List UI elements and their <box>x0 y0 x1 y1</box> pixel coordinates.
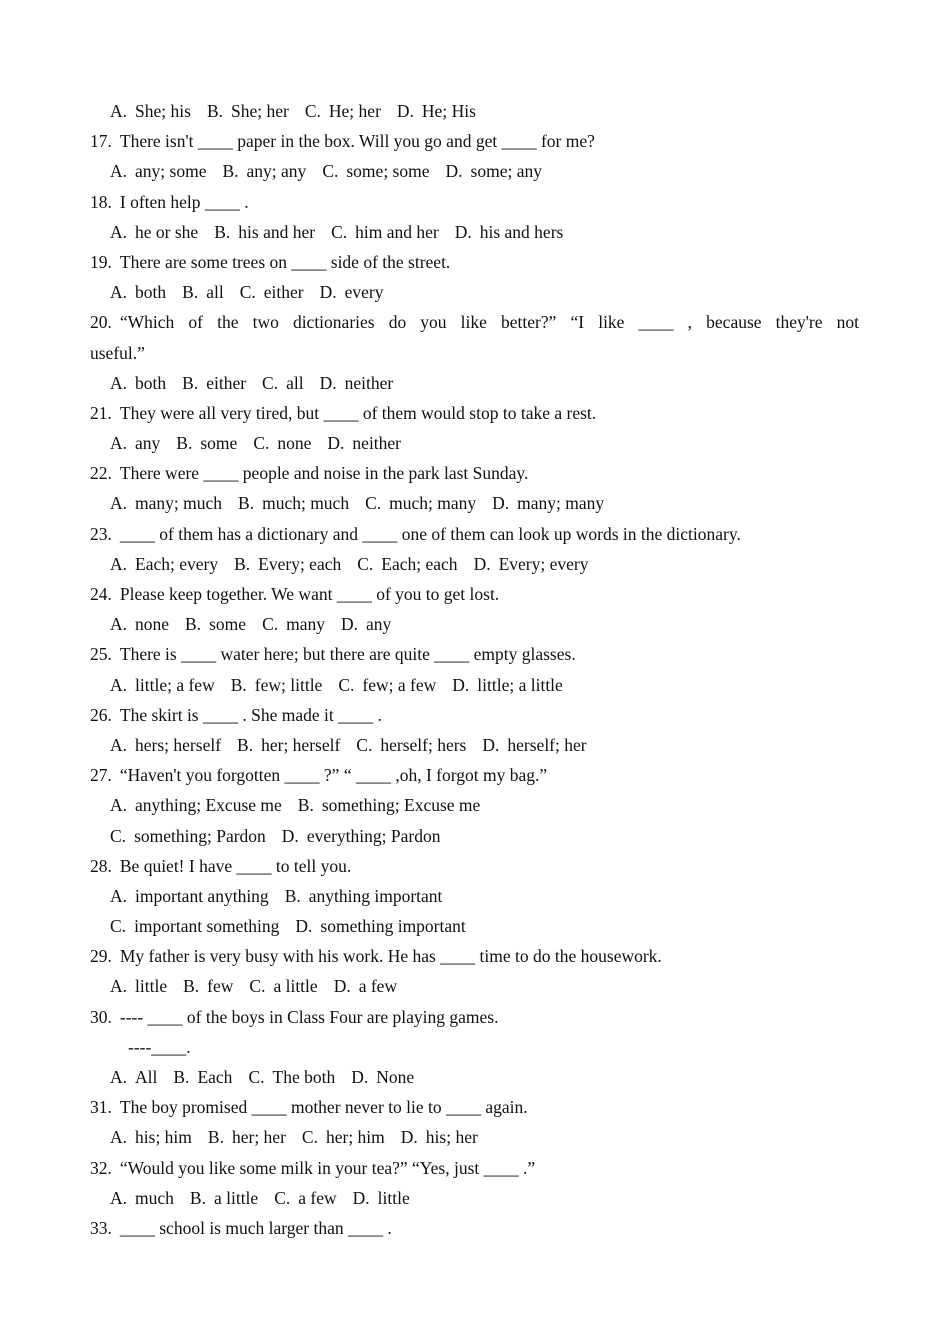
question-line <box>0 1092 950 1122</box>
answer-option <box>214 217 315 247</box>
question-number: 19. <box>90 251 112 272</box>
option-text: herself; hers <box>380 734 467 755</box>
option-letter: B. <box>238 493 255 514</box>
option-text: many; much <box>135 493 223 514</box>
answer-option <box>110 368 166 398</box>
option-letter: C. <box>331 221 348 242</box>
option-text: She; her <box>231 101 289 121</box>
option-letter: C. <box>357 553 374 574</box>
option-letter: D. <box>352 1187 370 1208</box>
answer-option <box>322 156 429 186</box>
answer-option <box>253 428 311 458</box>
option-letter: B. <box>297 795 314 816</box>
option-letter: A. <box>110 161 128 182</box>
option-letter: B. <box>182 372 199 393</box>
options-row <box>0 911 950 941</box>
question-line <box>0 458 950 488</box>
options-row <box>0 821 950 851</box>
option-letter: C. <box>365 493 382 514</box>
option-text: both <box>135 372 167 393</box>
answer-option <box>110 821 266 851</box>
question-line <box>0 1002 950 1032</box>
option-text: much; many <box>389 493 477 514</box>
options-row <box>0 1183 950 1213</box>
option-letter: C. <box>248 1067 265 1087</box>
option-letter: A. <box>110 433 128 454</box>
answer-option <box>110 1122 192 1152</box>
answer-option <box>110 96 191 126</box>
option-text: any <box>135 433 161 454</box>
option-text: either <box>263 282 304 303</box>
option-text: All <box>135 1067 158 1087</box>
option-letter: D. <box>351 1067 369 1087</box>
option-text: all <box>206 282 224 303</box>
answer-option <box>401 1122 478 1152</box>
worksheet-page <box>0 96 950 1243</box>
answer-option <box>334 971 397 1001</box>
answer-option <box>110 609 169 639</box>
question-text: There were ____ people and noise in the park last Sunday. <box>119 463 529 484</box>
question-number: 26. <box>90 704 112 725</box>
option-letter: D. <box>400 1127 418 1148</box>
answer-option <box>262 609 325 639</box>
answer-option <box>183 971 233 1001</box>
question-line <box>0 639 950 669</box>
option-text: She; his <box>135 101 191 121</box>
options-row <box>0 277 950 307</box>
options-row <box>0 730 950 760</box>
answer-option <box>222 156 306 186</box>
option-letter: B. <box>173 1067 190 1087</box>
question-text: Be quiet! I have ____ to tell you. <box>119 855 352 876</box>
answer-option <box>110 1183 174 1213</box>
option-letter: C. <box>110 825 127 846</box>
option-letter: A. <box>110 674 128 695</box>
option-letter: B. <box>189 1187 206 1208</box>
question-number: 22. <box>90 463 112 484</box>
answer-option <box>482 730 586 760</box>
question-number: 20. <box>90 312 112 333</box>
answer-option <box>207 96 289 126</box>
question-text: The skirt is ____ . She made it ____ . <box>119 704 382 725</box>
answer-option <box>110 790 282 820</box>
option-text: None <box>376 1067 415 1087</box>
answer-option <box>185 609 246 639</box>
option-letter: B. <box>183 976 200 997</box>
option-text: all <box>286 372 304 393</box>
options-row <box>0 1122 950 1152</box>
option-text: little; a little <box>477 674 563 695</box>
option-letter: B. <box>284 885 301 906</box>
option-letter: A. <box>110 614 128 635</box>
option-letter: D. <box>333 976 351 997</box>
option-letter: B. <box>185 614 202 635</box>
option-letter: A. <box>110 221 128 242</box>
question-text: My father is very busy with his work. He has ____ time to do the housework. <box>119 946 662 967</box>
options-row <box>0 217 950 247</box>
option-text: everything; Pardon <box>306 825 441 846</box>
option-letter: A. <box>110 1067 128 1087</box>
option-text: anything; Excuse me <box>135 795 282 816</box>
option-text: little <box>135 976 168 997</box>
question-text: ____ of them has a dictionary and ____ one of them can look up words in the dictionary. <box>119 523 741 544</box>
option-text: important anything <box>135 885 269 906</box>
option-text: some <box>200 433 238 454</box>
answer-option <box>110 428 160 458</box>
option-letter: D. <box>396 101 414 121</box>
answer-option <box>320 277 384 307</box>
question-number: 27. <box>90 765 112 786</box>
options-row <box>0 428 950 458</box>
answer-option <box>365 488 476 518</box>
option-letter: C. <box>249 976 266 997</box>
option-letter: D. <box>341 614 359 635</box>
option-letter: A. <box>110 734 128 755</box>
question-text: ____ school is much larger than ____ . <box>119 1217 392 1238</box>
option-text: much; much <box>262 493 350 514</box>
option-text: a little <box>273 976 318 997</box>
option-text: The both <box>272 1067 336 1087</box>
option-letter: A. <box>110 795 128 816</box>
answer-option <box>110 488 222 518</box>
option-text: a little <box>213 1187 259 1208</box>
answer-option <box>110 670 215 700</box>
question-number: 25. <box>90 644 112 665</box>
options-row <box>0 488 950 518</box>
option-text: a few <box>358 976 398 997</box>
option-letter: D. <box>473 553 491 574</box>
answer-option <box>110 730 221 760</box>
answer-option <box>240 277 304 307</box>
option-text: neither <box>352 433 402 454</box>
answer-option <box>262 368 304 398</box>
answer-option <box>357 549 457 579</box>
answer-option <box>182 277 224 307</box>
answer-option <box>249 971 317 1001</box>
option-text: few; a few <box>362 674 437 695</box>
question-number: 30. <box>90 1006 112 1027</box>
answer-option <box>110 217 198 247</box>
option-letter: C. <box>110 916 127 937</box>
option-text: his; her <box>425 1127 478 1148</box>
question-number: 33. <box>90 1217 112 1238</box>
question-text: The boy promised ____ mother never to lie to ____ again. <box>119 1097 528 1118</box>
options-row <box>0 1062 950 1092</box>
option-letter: C. <box>301 1127 318 1148</box>
option-text: Each <box>197 1067 233 1087</box>
option-text: herself; her <box>507 734 587 755</box>
answer-option <box>327 428 401 458</box>
option-text: none <box>135 614 170 635</box>
question-line <box>0 307 950 337</box>
question-text: I often help ____ . <box>119 191 249 212</box>
question-text-wrap: useful.” <box>90 342 145 363</box>
option-text: much <box>135 1187 174 1208</box>
question-line <box>0 126 950 156</box>
options-row <box>0 156 950 186</box>
option-letter: A. <box>110 101 128 121</box>
answer-option <box>110 549 218 579</box>
option-text: him and her <box>355 221 439 242</box>
options-row <box>0 881 950 911</box>
option-letter: C. <box>274 1187 291 1208</box>
answer-option <box>305 96 381 126</box>
option-letter: B. <box>182 282 199 303</box>
option-text: many; many <box>517 493 605 514</box>
option-text: any; any <box>246 161 307 182</box>
option-letter: A. <box>110 493 128 514</box>
answer-option <box>356 730 466 760</box>
option-letter: B. <box>214 221 231 242</box>
option-letter: D. <box>319 282 337 303</box>
options-row <box>0 790 950 820</box>
answer-option <box>331 217 439 247</box>
question-number: 21. <box>90 402 112 423</box>
option-letter: B. <box>234 553 251 574</box>
option-letter: B. <box>206 101 223 121</box>
question-number: 17. <box>90 131 112 152</box>
option-letter: A. <box>110 372 128 393</box>
option-text: He; His <box>421 101 476 121</box>
option-letter: B. <box>230 674 247 695</box>
option-text: his and her <box>238 221 316 242</box>
question-text: There is ____ water here; but there are quite ____ empty glasses. <box>119 644 576 665</box>
option-text: her; him <box>325 1127 385 1148</box>
answer-option <box>248 1062 335 1092</box>
question-number: 23. <box>90 523 112 544</box>
option-text: either <box>206 372 247 393</box>
answer-option <box>176 428 237 458</box>
option-text: her; her <box>231 1127 286 1148</box>
question-text: “Haven't you forgotten ____ ?” “ ____ ,oh, I forgot my bag.” <box>119 765 548 786</box>
option-text: Each; every <box>135 553 219 574</box>
option-letter: D. <box>295 916 313 937</box>
option-letter: B. <box>207 1127 224 1148</box>
answer-option <box>238 488 349 518</box>
option-text: his and hers <box>479 221 564 242</box>
option-letter: D. <box>327 433 345 454</box>
question-line <box>0 1153 950 1183</box>
option-letter: D. <box>445 161 463 182</box>
option-text: Each; each <box>381 553 458 574</box>
answer-option <box>295 911 465 941</box>
option-text: some; any <box>470 161 542 182</box>
answer-option <box>474 549 589 579</box>
option-text: something; Pardon <box>134 825 266 846</box>
option-letter: C. <box>322 161 339 182</box>
answer-option <box>110 971 167 1001</box>
dialogue-continuation: ----____. <box>128 1036 191 1057</box>
option-text: her; herself <box>261 734 341 755</box>
answer-option <box>338 670 436 700</box>
answer-option <box>455 217 564 247</box>
options-row <box>0 368 950 398</box>
question-text: There are some trees on ____ side of the street. <box>119 251 451 272</box>
option-letter: B. <box>237 734 254 755</box>
option-letter: A. <box>110 1187 128 1208</box>
question-number: 24. <box>90 584 112 604</box>
option-text: hers; herself <box>135 734 222 755</box>
answer-option <box>302 1122 385 1152</box>
option-text: any <box>366 614 392 635</box>
question-text: Please keep together. We want ____ of you to get lost. <box>119 584 500 604</box>
option-text: both <box>135 282 167 303</box>
question-number: 32. <box>90 1157 112 1178</box>
option-text: his; him <box>135 1127 192 1148</box>
answer-option <box>110 156 206 186</box>
option-letter: A. <box>110 553 128 574</box>
option-letter: B. <box>176 433 193 454</box>
option-letter: D. <box>281 825 299 846</box>
option-text: neither <box>344 372 394 393</box>
option-letter: A. <box>110 885 128 906</box>
option-text: anything important <box>308 885 443 906</box>
option-letter: D. <box>319 372 337 393</box>
option-text: a few <box>298 1187 337 1208</box>
option-letter: D. <box>454 221 472 242</box>
answer-option <box>452 670 563 700</box>
answer-option <box>237 730 340 760</box>
option-text: little <box>377 1187 410 1208</box>
option-text: none <box>277 433 312 454</box>
option-text: few; little <box>254 674 323 695</box>
answer-option <box>446 156 542 186</box>
option-letter: A. <box>110 1127 128 1148</box>
option-letter: D. <box>492 493 510 514</box>
option-text: something; Excuse me <box>321 795 481 816</box>
question-number: 28. <box>90 855 112 876</box>
answer-option <box>182 368 246 398</box>
question-line <box>0 247 950 277</box>
option-text: any; some <box>135 161 207 182</box>
question-line <box>0 700 950 730</box>
option-text: he or she <box>135 221 199 242</box>
answer-option <box>298 790 481 820</box>
option-text: few <box>207 976 234 997</box>
option-text: every <box>344 282 384 303</box>
question-text: “Would you like some milk in your tea?” “Yes, just ____ .” <box>119 1157 536 1178</box>
question-line <box>0 941 950 971</box>
answer-option <box>110 1062 157 1092</box>
option-letter: C. <box>356 734 373 755</box>
question-text: “Which of the two dictionaries do you like better?” “I like ____ , because they're not <box>119 312 859 333</box>
answer-option <box>234 549 341 579</box>
option-letter: C. <box>262 372 279 393</box>
option-text: something important <box>320 916 466 937</box>
options-row <box>0 670 950 700</box>
question-number: 31. <box>90 1097 112 1118</box>
option-text: many <box>286 614 326 635</box>
question-text: There isn't ____ paper in the box. Will you go and get ____ for me? <box>119 131 595 152</box>
question-line <box>0 519 950 549</box>
option-text: little; a few <box>135 674 215 695</box>
option-letter: B. <box>222 161 239 182</box>
option-text: some <box>209 614 247 635</box>
option-text: important something <box>134 916 280 937</box>
option-letter: D. <box>482 734 500 755</box>
options-row <box>0 549 950 579</box>
options-row <box>0 96 950 126</box>
answer-option <box>231 670 323 700</box>
option-text: Every; every <box>498 553 589 574</box>
answer-option <box>110 277 166 307</box>
answer-option <box>110 911 279 941</box>
answer-option <box>353 1183 410 1213</box>
question-line <box>0 187 950 217</box>
question-line <box>0 579 950 609</box>
answer-option <box>492 488 604 518</box>
answer-option <box>110 881 269 911</box>
question-line <box>0 1213 950 1243</box>
option-letter: C. <box>262 614 279 635</box>
question-number: 18. <box>90 191 112 212</box>
answer-option <box>274 1183 336 1213</box>
option-letter: C. <box>338 674 355 695</box>
option-letter: A. <box>110 976 128 997</box>
question-line <box>0 760 950 790</box>
question-line <box>0 398 950 428</box>
question-line <box>0 851 950 881</box>
question-number: 29. <box>90 946 112 967</box>
question-text: They were all very tired, but ____ of them would stop to take a rest. <box>119 402 597 423</box>
answer-option <box>190 1183 258 1213</box>
answer-option <box>282 821 441 851</box>
answer-option <box>341 609 391 639</box>
option-letter: C. <box>304 101 321 121</box>
option-letter: C. <box>253 433 270 454</box>
answer-option <box>397 96 476 126</box>
option-letter: C. <box>239 282 256 303</box>
option-letter: D. <box>452 674 470 695</box>
answer-option <box>320 368 394 398</box>
answer-option <box>208 1122 286 1152</box>
options-row <box>0 609 950 639</box>
answer-option <box>173 1062 232 1092</box>
answer-option <box>351 1062 414 1092</box>
option-letter: A. <box>110 282 128 303</box>
option-text: some; some <box>346 161 430 182</box>
options-row <box>0 971 950 1001</box>
answer-option <box>285 881 443 911</box>
option-text: Every; each <box>258 553 342 574</box>
question-text: ---- ____ of the boys in Class Four are playing games. <box>119 1006 499 1027</box>
option-text: He; her <box>328 101 381 121</box>
